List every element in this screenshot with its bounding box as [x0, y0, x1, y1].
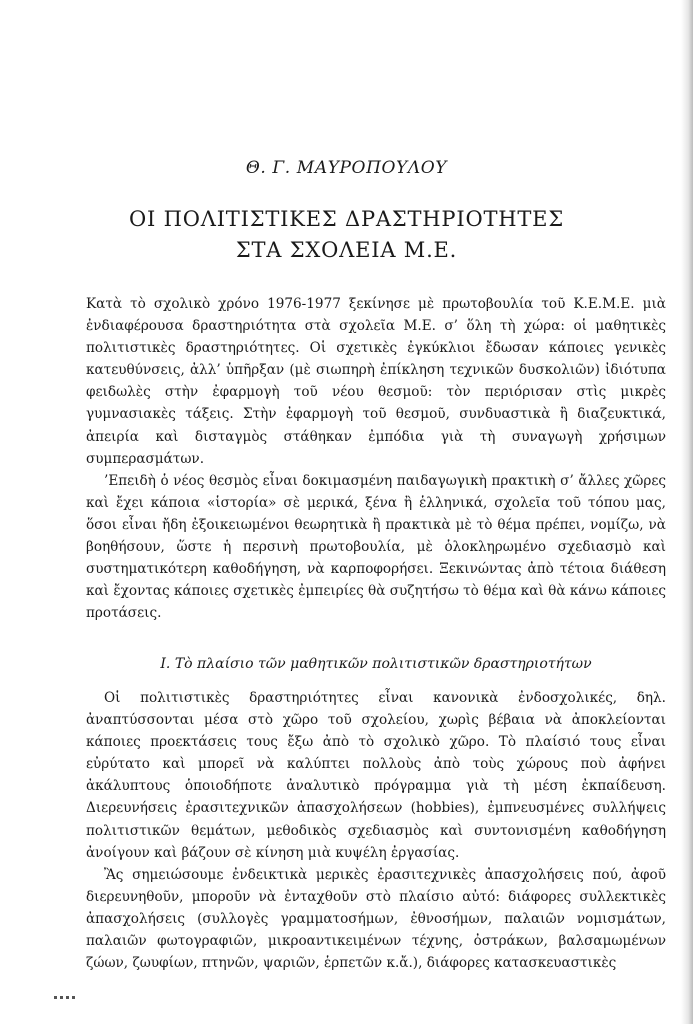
intro-text	[86, 293, 666, 624]
title-line-1: ΟΙ ΠΟΛΙΤΙΣΤΙΚΕΣ ΔΡΑΣΤΗΡΙΟΤΗΤΕΣ	[129, 207, 564, 231]
intro-paragraph-1: Κατὰ τὸ σχολικὸ χρόνο 1976-1977 ξεκίνησε μὲ πρωτοβουλία τοῦ Κ.Ε.Μ.Ε. μιὰ ἐνδιαφέρουσα δραστηριότητα στὰ σχολεῖα Μ.Ε. σ’ ὅλη τὴ χώρα: οἱ μαθητικὲς πολιτιστικὲς δραστηριότητες. Οἱ σχετικὲς ἐγκύκλιοι ἔδωσαν κάποιες γενικὲς κατευθύνσεις, ἀλλ’ ὑπῆρξαν (μὲ σιωπηρὴ ἐπίκληση τεχνικῶν δυσκολιῶν) ἰδιότυπα φειδωλὲς στὴν ἐφαρμογὴ τοῦ νέου θεσμοῦ: τὸν περιόρισαν στὶς μικρὲς γυμνασιακὲς τάξεις. Στὴν ἐφαρμογὴ τοῦ θεσμοῦ, συνδυαστικὰ ἢ διαζευκτικά, ἀπειρία καὶ δισταγμὸς στάθηκαν ἐμπόδια γιὰ τὴ συναγωγὴ χρήσιμων συμπερασμάτων.	[86, 296, 666, 467]
section-paragraph-1: Οἱ πολιτιστικὲς δραστηριότητες εἶναι κανονικὰ ἐνδοσχολικές, δηλ. ἀναπτύσσονται μέσα στὸ χῶρο τοῦ σχολείου, χωρὶς βέβαια νὰ ἀποκλείονται κάποιες προεκτάσεις τους ἔξω ἀπὸ τὸ σχολικὸ χῶρο. Τὸ πλαίσιό τους εἶναι εὐρύτατο καὶ μπορεῖ νὰ καλύπτει πολλοὺς ἀπὸ τοὺς χώρους ποὺ ἀφήνει ἀκάλυπτους ὁποιοδήποτε ἀναλυτικὸ πρόγραμμα γιὰ τὴ μέση ἐκπαίδευση. Διερευνήσεις ἐρασιτεχνικῶν ἀπασχολήσεων (hobbies), ἐμπνευσμένες συλλήψεις πολιτιστικῶν θεμάτων, μεθοδικὸς σχεδιασμὸς καὶ συντονισμένη καθοδήγηση ἀνοίγουν καὶ βάζουν σὲ κίνηση μιὰ κυψέλη ἐργασίας.	[86, 690, 666, 861]
title-line-2: ΣΤΑ ΣΧΟΛΕΙΑ Μ.Ε.	[235, 238, 458, 262]
article-title	[0, 204, 693, 266]
page-number-mark	[54, 996, 76, 999]
section-text	[86, 687, 666, 974]
section-paragraph-2: Ἂς σημειώσουμε ἐνδεικτικὰ μερικὲς ἐρασιτεχνικὲς ἀπασχολήσεις πού, ἀφοῦ διερευνηθοῦν, μποροῦν νὰ ἐνταχθοῦν στὸ πλαίσιο αὐτό: διάφορες συλλεκτικὲς ἀπασχολήσεις (συλλογὲς γραμματοσήμων, ἐθνοσήμων, παλαιῶν νομισμάτων, παλαιῶν φωτογραφιῶν, μικροαντικειμένων τέχνης, ὀστράκων, βαλσαμωμένων ζώων, ζωυφίων, πτηνῶν, ψαριῶν, ἑρπετῶν κ.ἄ.), διάφορες κατασκευαστικὲς	[86, 866, 666, 972]
author-name: Θ. Γ. ΜΑΥΡΟΠΟΥΛΟΥ	[245, 158, 448, 178]
section-heading: Ι. Τὸ πλαίσιο τῶν μαθητικῶν πολιτιστικῶν δραστηριοτήτων	[160, 656, 592, 672]
intro-paragraph-2: ’Επειδὴ ὁ νέος θεσμὸς εἶναι δοκιμασμένη παιδαγωγικὴ πρακτικὴ σ’ ἄλλες χῶρες καὶ ἔχει κάποια «ἱστορία» σὲ μερικά, ξένα ἢ ἑλληνικά, σχολεῖα τοῦ τόπου μας, ὅσοι εἶναι ἤδη ἐξοικειωμένοι θεωρητικὰ ἢ πρακτικὰ μὲ τὸ θέμα πρέπει, νομίζω, νὰ βοηθήσουν, ὥστε ἡ περσινὴ πρωτοβουλία, μὲ ὁλοκληρωμένο σχεδιασμὸ καὶ συστηματικότερη καθοδήγηση, νὰ καρποφορήσει. Ξεκινώντας ἀπὸ τέτοια διάθεση καὶ ἔχοντας κάποιες σχετικὲς ἐμπειρίες θὰ συζητήσω τὸ θέμα καὶ θὰ κάνω κάποιες προτάσεις.	[86, 472, 666, 622]
scan-shadow-edge	[681, 0, 693, 1024]
